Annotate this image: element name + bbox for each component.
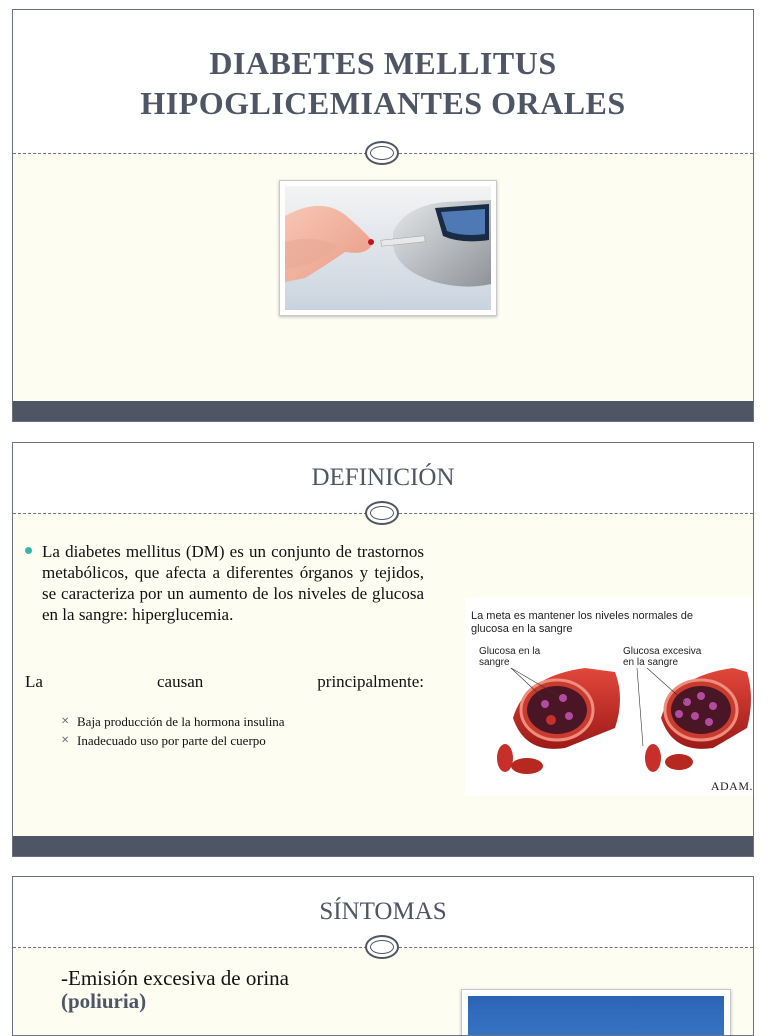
slide-sintomas bbox=[12, 876, 754, 1036]
symptom-text: -Emisión excesiva de orina bbox=[61, 966, 290, 990]
list-item bbox=[61, 712, 285, 731]
title-line-1: DIABETES MELLITUS bbox=[209, 45, 557, 81]
symptom-photo-image bbox=[468, 996, 724, 1036]
divider-ring-ornament bbox=[365, 141, 399, 165]
slide-title-heading: SÍNTOMAS bbox=[319, 898, 447, 925]
glucometer-photo bbox=[279, 180, 497, 316]
list-item bbox=[61, 731, 285, 750]
symptom-item bbox=[61, 967, 289, 1013]
list-item-text: Baja producción de la hormona insulina bbox=[77, 714, 285, 729]
diagram-label-normal: Glucosa en la sangre bbox=[479, 646, 541, 668]
causes-list bbox=[61, 712, 285, 750]
cross-bullet-icon: ✕ bbox=[61, 716, 70, 727]
slide-title-heading: DEFINICIÓN bbox=[311, 464, 455, 491]
slide-footer-bar bbox=[13, 836, 753, 856]
definition-paragraph: La diabetes mellitus (DM) es un conjunto de trastornos metabólicos, que afecta a diferentes órganos y tejidos, se caracteriza por un aumento de los niveles de glucosa en la sangre: hiperglucemia. bbox=[42, 542, 424, 624]
intro-word: causan bbox=[156, 672, 204, 691]
bullet-dot-icon bbox=[25, 547, 32, 554]
symptom-term: (poliuria) bbox=[61, 989, 147, 1013]
diagram-label-excess: Glucosa excesiva en la sangre bbox=[623, 646, 702, 668]
slide-header bbox=[13, 10, 753, 154]
slide-title-heading bbox=[13, 43, 753, 123]
blood-glucose-diagram bbox=[465, 598, 754, 796]
slide-footer-bar bbox=[13, 401, 753, 421]
slide-title bbox=[12, 9, 754, 422]
divider-ring-ornament bbox=[365, 501, 399, 525]
intro-word: La bbox=[25, 672, 43, 691]
divider-ring-ornament bbox=[365, 935, 399, 959]
slide-definicion bbox=[12, 442, 754, 857]
symptom-photo bbox=[461, 989, 731, 1036]
list-item-text: Inadecuado uso por parte del cuerpo bbox=[77, 733, 266, 748]
adam-logo: ADAM. bbox=[710, 779, 753, 793]
diagram-caption: La meta es mantener los niveles normales de glucosa en la sangre bbox=[471, 610, 693, 635]
intro-word: principalmente: bbox=[317, 672, 424, 691]
causes-intro bbox=[25, 671, 424, 692]
title-line-2: HIPOGLICEMIANTES ORALES bbox=[140, 85, 626, 121]
cross-bullet-icon: ✕ bbox=[61, 735, 70, 746]
blood-vessel-illustration bbox=[465, 598, 754, 796]
glucometer-photo-illustration bbox=[285, 186, 491, 310]
